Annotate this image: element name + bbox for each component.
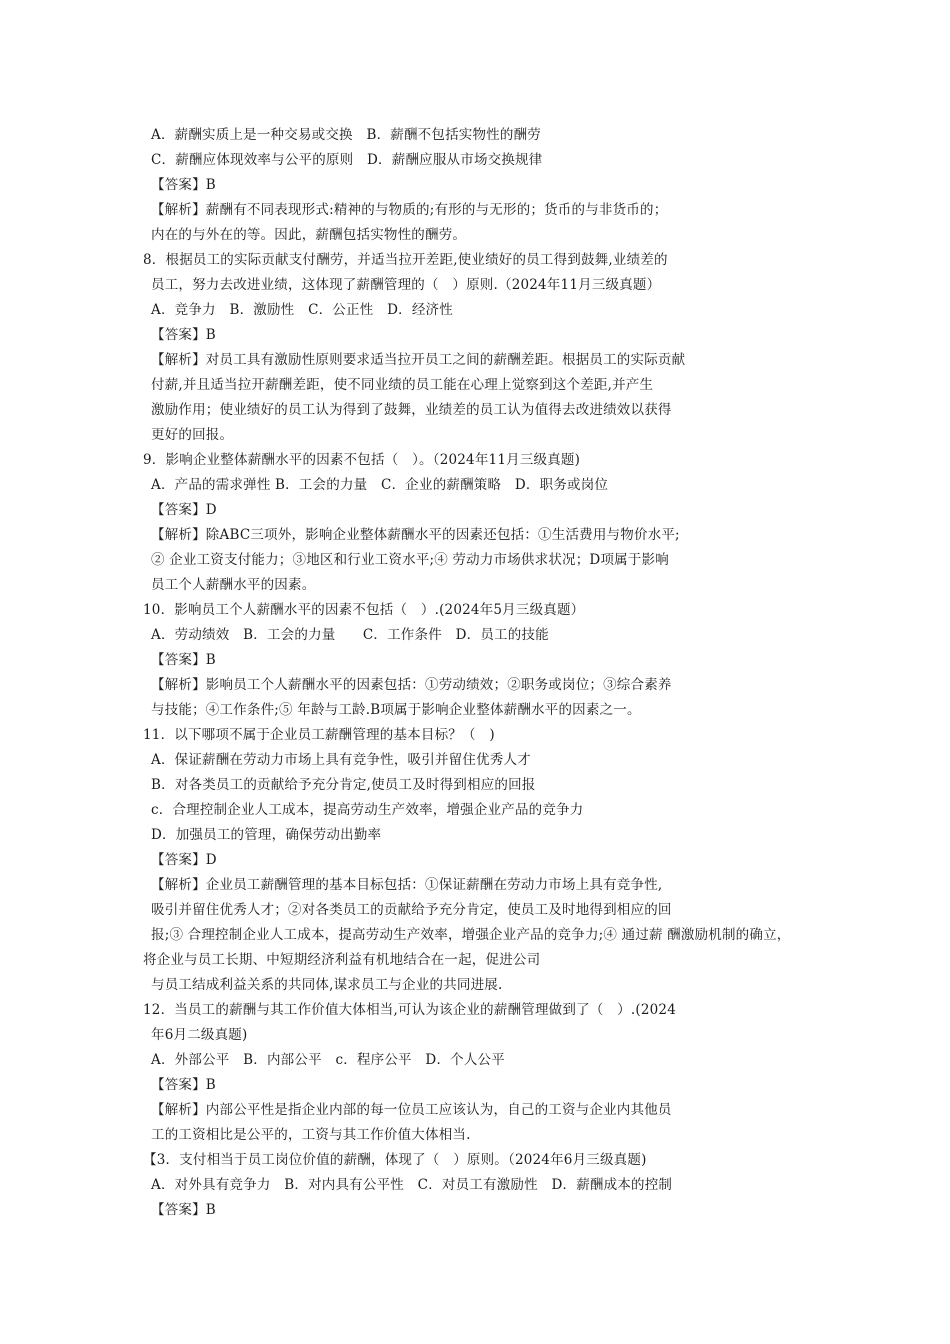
- explanation-line: 报;③ 合理控制企业人工成本，提高劳动生产效率，增强企业产品的竞争力;④ 通过薪 酬激励机制的确立，: [151, 927, 791, 943]
- answer-line: 【答案】B: [151, 327, 216, 343]
- explanation-line: 【解析】薪酬有不同表现形式:精神的与物质的;有形的与无形的；货币的与非货币的；: [151, 202, 668, 218]
- explanation-line: 【解析】对员工具有激励性原则要求适当拉开员工之间的薪酬差距。根据员工的实际贡献: [151, 352, 686, 368]
- option-line: A．竞争力 B．激励性 C．公正性 D．经济性: [151, 302, 453, 318]
- option-line: A．薪酬实质上是一种交易或交换 B．薪酬不包括实物性的酬劳: [151, 127, 541, 143]
- question-line: 9．影响企业整体薪酬水平的因素不包括（ ）。（2024年11月三级真题): [143, 452, 581, 468]
- option-line: C．薪酬应体现效率与公平的原则 D．薪酬应服从市场交换规律: [151, 152, 543, 168]
- answer-line: 【答案】B: [151, 177, 216, 193]
- explanation-line: 与员工结成利益关系的共同体,谋求员工与企业的共同进展.: [151, 977, 503, 993]
- explanation-line: 将企业与员工长期、中短期经济利益有机地结合在一起，促进公司: [143, 952, 541, 968]
- option-line: D．加强员工的管理，确保劳动出勤率: [151, 827, 382, 843]
- question-line: 10．影响员工个人薪酬水平的因素不包括（ ）.(2024年5月三级真题）: [143, 602, 585, 618]
- explanation-line: 激励作用；使业绩好的员工认为得到了鼓舞，业绩差的员工认为值得去改进绩效以获得: [151, 402, 672, 418]
- option-line: A．产品的需求弹性 B．工会的力量 C．企业的薪酬策略 D．职务或岗位: [151, 477, 609, 493]
- explanation-line: 【解析】影响员工个人薪酬水平的因素包括：①劳动绩效；②职务或岗位；③综合素养: [151, 677, 672, 693]
- explanation-line: 更好的回报。: [151, 427, 234, 443]
- explanation-line: 【解析】除ABC三项外，影响企业整体薪酬水平的因素还包括：①生活费用与物价水平;: [151, 527, 680, 543]
- option-line: A．对外具有竞争力 B．对内具有公平性 C．对员工有激励性 D．薪酬成本的控制: [151, 1177, 673, 1193]
- explanation-line: 【解析】企业员工薪酬管理的基本目标包括：①保证薪酬在劳动力市场上具有竞争性,: [151, 877, 663, 893]
- question-line: 8．根据员工的实际贡献支付酬劳，并适当拉开差距,使业绩好的员工得到鼓舞,业绩差的: [143, 252, 668, 268]
- option-line: A．保证薪酬在劳动力市场上具有竞争性，吸引并留住优秀人才: [151, 752, 531, 768]
- option-line: B．对各类员工的贡献给予充分肯定,使员工及时得到相应的回报: [151, 777, 536, 793]
- answer-line: 【答案】B: [151, 1202, 216, 1218]
- answer-line: 【答案】B: [151, 652, 216, 668]
- answer-line: 【答案】D: [151, 852, 217, 868]
- explanation-line: 员工个人薪酬水平的因素。: [151, 577, 316, 593]
- question-line: 【3．支付相当于员工岗位价值的薪酬，体现了（ ）原则。（2024年6月三级真题): [143, 1152, 647, 1168]
- answer-line: 【答案】B: [151, 1077, 216, 1093]
- explanation-line: 与技能；④工作条件;⑤ 年龄与工龄.B项属于影响企业整体薪酬水平的因素之一。: [151, 702, 641, 718]
- answer-line: 【答案】D: [151, 502, 217, 518]
- explanation-line: 付薪,并且适当拉开薪酬差距，使不同业绩的员工能在心理上觉察到这个差距,并产生: [151, 377, 654, 393]
- explanation-line: 工的工资相比是公平的，工资与其工作价值大体相当.: [151, 1127, 471, 1143]
- question-line: 12．当员工的薪酬与其工作价值大体相当,可认为该企业的薪酬管理做到了（ ）.(2024: [143, 1002, 676, 1018]
- explanation-line: ② 企业工资支付能力；③地区和行业工资水平;④ 劳动力市场供求状况；D项属于影响: [151, 552, 669, 568]
- explanation-line: 吸引并留住优秀人才；②对各类员工的贡献给予充分肯定，使员工及时地得到相应的回: [151, 902, 672, 918]
- option-line: c．合理控制企业人工成本，提高劳动生产效率，增强企业产品的竞争力: [151, 802, 584, 818]
- explanation-line: 内在的与外在的等。因此，薪酬包括实物性的酬劳。: [151, 227, 467, 243]
- explanation-line: 【解析】内部公平性是指企业内部的每一位员工应该认为，自己的工资与企业内其他员: [151, 1102, 672, 1118]
- question-line: 年6月二级真题): [151, 1027, 248, 1043]
- question-line: 11．以下哪项不属于企业员工薪酬管理的基本目标？（ ): [143, 727, 495, 743]
- question-line: 员工，努力去改进业绩，这体现了薪酬管理的（ ）原则.（2024年11月三级真题）: [151, 277, 661, 293]
- option-line: A．外部公平 B．内部公平 c．程序公平 D．个人公平: [151, 1052, 505, 1068]
- option-line: A．劳动绩效 B．工会的力量 C．工作条件 D．员工的技能: [151, 627, 549, 643]
